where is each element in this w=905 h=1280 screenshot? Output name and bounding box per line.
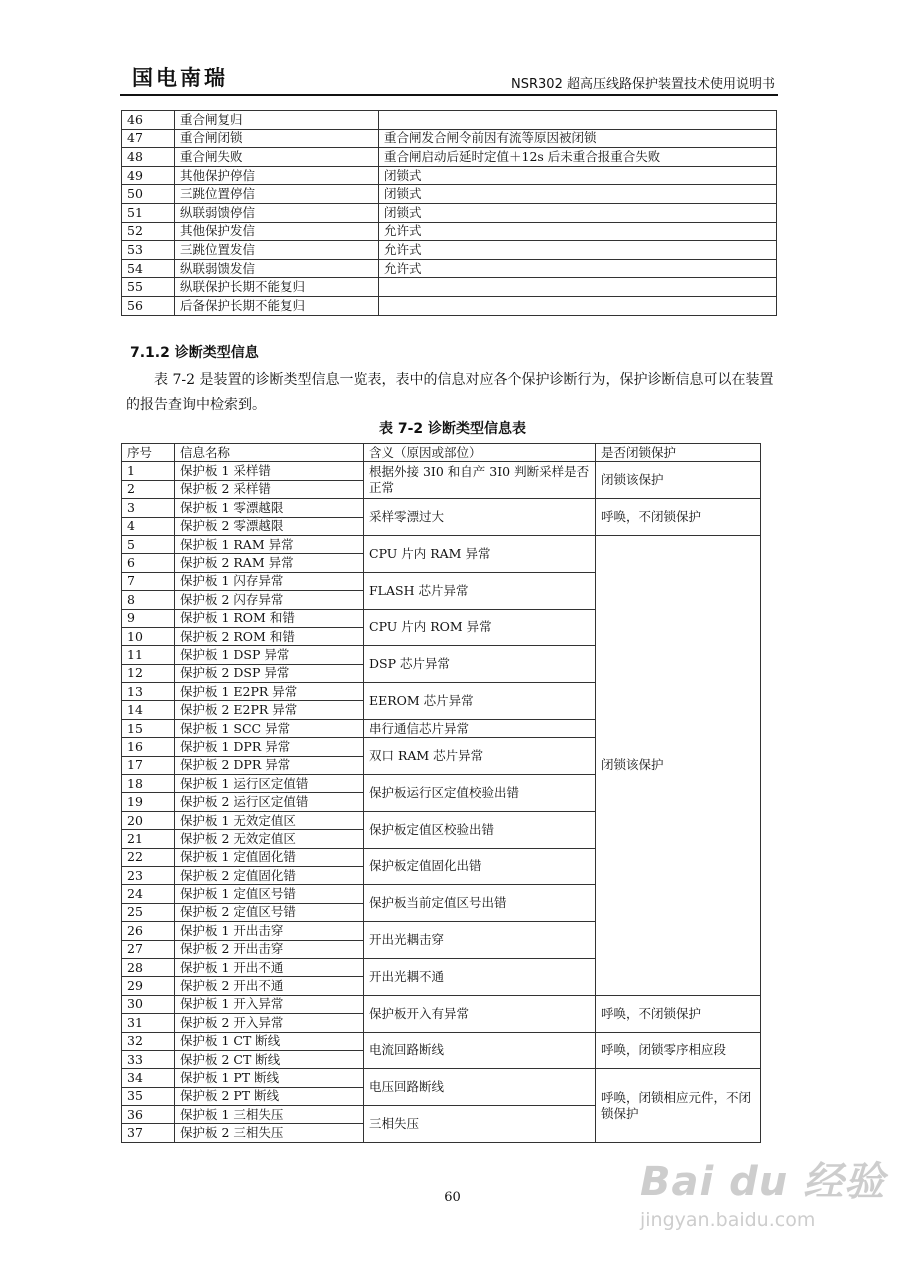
cell-meaning: CPU 片内 ROM 异常 [364, 609, 596, 646]
table-row [122, 222, 777, 241]
cell-meaning: 三相失压 [364, 1106, 596, 1143]
cell-name: 保护板 2 定值固化错 [175, 866, 364, 884]
cell-no: 56 [122, 296, 175, 315]
cell-no: 54 [122, 259, 175, 278]
table-row [122, 462, 761, 480]
table-row [122, 995, 761, 1013]
cell-name: 后备保护长期不能复归 [175, 296, 379, 315]
cell-meaning: 保护板运行区定值校验出错 [364, 775, 596, 812]
cell-no: 15 [122, 719, 175, 737]
cell-name: 三跳位置发信 [175, 241, 379, 260]
cell-no: 2 [122, 480, 175, 498]
cell-no: 3 [122, 499, 175, 517]
cell-name: 保护板 2 RAM 异常 [175, 554, 364, 572]
header-no: 序号 [122, 444, 175, 462]
cell-name: 保护板 2 三相失压 [175, 1124, 364, 1142]
cell-no: 11 [122, 646, 175, 664]
cell-meaning: 保护板定值区校验出错 [364, 811, 596, 848]
baidu-watermark [640, 1150, 885, 1231]
cell-meaning: 闭锁式 [379, 166, 777, 185]
cell-name: 保护板 1 开入异常 [175, 995, 364, 1013]
cell-name: 保护板 2 运行区定值错 [175, 793, 364, 811]
cell-name: 保护板 1 三相失压 [175, 1106, 364, 1124]
watermark-logo-text: Bai du 经验 [640, 1159, 886, 1205]
document-title: NSR302 超高压线路保护装置技术使用说明书 [511, 77, 775, 92]
table-row [122, 203, 777, 222]
cell-no: 48 [122, 148, 175, 167]
cell-name: 保护板 1 定值固化错 [175, 848, 364, 866]
cell-lock: 呼唤，不闭锁保护 [596, 499, 761, 536]
cell-name: 保护板 2 DSP 异常 [175, 664, 364, 682]
cell-no: 4 [122, 517, 175, 535]
table-caption: 表 7-2 诊断类型信息表 [378, 421, 527, 437]
header-divider [120, 94, 778, 96]
cell-lock: 闭锁该保护 [596, 462, 761, 499]
table-7-1-continued [121, 110, 777, 316]
cell-no: 47 [122, 129, 175, 148]
cell-no: 20 [122, 811, 175, 829]
cell-no: 8 [122, 591, 175, 609]
cell-name: 保护板 2 PT 断线 [175, 1087, 364, 1105]
cell-name: 纵联弱馈发信 [175, 259, 379, 278]
cell-no: 50 [122, 185, 175, 204]
cell-lock: 呼唤，闭锁相应元件，不闭锁保护 [596, 1069, 761, 1143]
company-logo: 国电南瑞 [132, 66, 228, 90]
cell-meaning: 保护板当前定值区号出错 [364, 885, 596, 922]
cell-no: 32 [122, 1032, 175, 1050]
cell-no: 9 [122, 609, 175, 627]
cell-name: 保护板 2 CT 断线 [175, 1050, 364, 1068]
cell-meaning: 开出光耦击穿 [364, 922, 596, 959]
cell-name: 保护板 2 开出不通 [175, 977, 364, 995]
cell-no: 21 [122, 830, 175, 848]
cell-no: 1 [122, 462, 175, 480]
cell-meaning: 电流回路断线 [364, 1032, 596, 1069]
cell-no: 35 [122, 1087, 175, 1105]
cell-name: 重合闸闭锁 [175, 129, 379, 148]
cell-name: 保护板 1 采样错 [175, 462, 364, 480]
cell-no: 37 [122, 1124, 175, 1142]
cell-name: 保护板 1 SCC 异常 [175, 719, 364, 737]
cell-name: 保护板 1 开出击穿 [175, 922, 364, 940]
cell-meaning: 电压回路断线 [364, 1069, 596, 1106]
cell-meaning [379, 111, 777, 130]
table-header-row [122, 444, 761, 462]
cell-no: 17 [122, 756, 175, 774]
table-row [122, 166, 777, 185]
cell-no: 10 [122, 627, 175, 645]
table-row [122, 185, 777, 204]
cell-name: 保护板 2 开入异常 [175, 1014, 364, 1032]
cell-name: 其他保护停信 [175, 166, 379, 185]
cell-name: 保护板 2 闪存异常 [175, 591, 364, 609]
cell-name: 保护板 1 PT 断线 [175, 1069, 364, 1087]
cell-name: 保护板 1 DPR 异常 [175, 738, 364, 756]
cell-name: 保护板 1 RAM 异常 [175, 535, 364, 553]
cell-name: 保护板 2 定值区号错 [175, 903, 364, 921]
cell-no: 23 [122, 866, 175, 884]
cell-no: 27 [122, 940, 175, 958]
cell-no: 14 [122, 701, 175, 719]
cell-no: 34 [122, 1069, 175, 1087]
cell-name: 保护板 1 运行区定值错 [175, 775, 364, 793]
cell-meaning: 根据外接 3I0 和自产 3I0 判断采样是否正常 [364, 462, 596, 499]
cell-no: 46 [122, 111, 175, 130]
cell-name: 保护板 1 闪存异常 [175, 572, 364, 590]
cell-no: 5 [122, 535, 175, 553]
cell-name: 保护板 1 开出不通 [175, 958, 364, 976]
table-row [122, 241, 777, 260]
cell-no: 7 [122, 572, 175, 590]
cell-no: 36 [122, 1106, 175, 1124]
cell-no: 31 [122, 1014, 175, 1032]
cell-lock: 呼唤，闭锁零序相应段 [596, 1032, 761, 1069]
header-meaning: 含义（原因或部位） [364, 444, 596, 462]
cell-meaning: 允许式 [379, 241, 777, 260]
cell-no: 51 [122, 203, 175, 222]
cell-no: 29 [122, 977, 175, 995]
cell-name: 保护板 2 开出击穿 [175, 940, 364, 958]
cell-name: 保护板 2 ROM 和错 [175, 627, 364, 645]
cell-meaning: 允许式 [379, 259, 777, 278]
cell-name: 保护板 1 DSP 异常 [175, 646, 364, 664]
cell-meaning: 保护板开入有异常 [364, 995, 596, 1032]
cell-name: 纵联弱馈停信 [175, 203, 379, 222]
cell-name: 纵联保护长期不能复归 [175, 278, 379, 297]
cell-no: 49 [122, 166, 175, 185]
cell-no: 19 [122, 793, 175, 811]
cell-no: 52 [122, 222, 175, 241]
cell-no: 22 [122, 848, 175, 866]
cell-meaning: 串行通信芯片异常 [364, 719, 596, 737]
section-paragraph: 表 7-2 是装置的诊断类型信息一览表，表中的信息对应各个保护诊断行为，保护诊断信息可以在装置的报告查询中检索到。 [126, 372, 774, 413]
cell-no: 25 [122, 903, 175, 921]
cell-meaning: 重合闸发合闸令前因有流等原因被闭锁 [379, 129, 777, 148]
cell-no: 13 [122, 683, 175, 701]
cell-no: 12 [122, 664, 175, 682]
section-heading: 7.1.2 诊断类型信息 [130, 345, 259, 361]
cell-name: 三跳位置停信 [175, 185, 379, 204]
cell-lock: 闭锁该保护 [596, 535, 761, 995]
cell-meaning: 双口 RAM 芯片异常 [364, 738, 596, 775]
cell-lock: 呼唤，不闭锁保护 [596, 995, 761, 1032]
cell-name: 重合闸复归 [175, 111, 379, 130]
cell-name: 其他保护发信 [175, 222, 379, 241]
cell-name: 保护板 2 采样错 [175, 480, 364, 498]
header-lock: 是否闭锁保护 [596, 444, 761, 462]
cell-name: 保护板 2 零漂越限 [175, 517, 364, 535]
cell-meaning [379, 296, 777, 315]
cell-name: 保护板 2 DPR 异常 [175, 756, 364, 774]
cell-meaning [379, 278, 777, 297]
cell-meaning: CPU 片内 RAM 异常 [364, 535, 596, 572]
table-row [122, 129, 777, 148]
table-row [122, 296, 777, 315]
cell-name: 保护板 1 ROM 和错 [175, 609, 364, 627]
cell-no: 53 [122, 241, 175, 260]
table-row [122, 1069, 761, 1087]
cell-no: 33 [122, 1050, 175, 1068]
cell-name: 保护板 1 CT 断线 [175, 1032, 364, 1050]
table-row [122, 259, 777, 278]
cell-meaning: 重合闸启动后延时定值＋12s 后未重合报重合失败 [379, 148, 777, 167]
cell-no: 26 [122, 922, 175, 940]
cell-meaning: 开出光耦不通 [364, 958, 596, 995]
cell-no: 30 [122, 995, 175, 1013]
cell-name: 保护板 1 定值区号错 [175, 885, 364, 903]
cell-no: 24 [122, 885, 175, 903]
cell-no: 18 [122, 775, 175, 793]
watermark-url: jingyan.baidu.com [640, 1209, 816, 1231]
cell-name: 重合闸失败 [175, 148, 379, 167]
cell-meaning: 闭锁式 [379, 203, 777, 222]
table-7-2 [121, 443, 761, 1143]
table-row [122, 148, 777, 167]
cell-meaning: 保护板定值固化出错 [364, 848, 596, 885]
table-row [122, 535, 761, 553]
cell-meaning: FLASH 芯片异常 [364, 572, 596, 609]
table-row [122, 111, 777, 130]
cell-name: 保护板 1 E2PR 异常 [175, 683, 364, 701]
cell-no: 28 [122, 958, 175, 976]
cell-no: 55 [122, 278, 175, 297]
cell-meaning: 允许式 [379, 222, 777, 241]
table-row [122, 1032, 761, 1050]
page-number: 60 [444, 1190, 461, 1205]
cell-no: 16 [122, 738, 175, 756]
cell-meaning: 采样零漂过大 [364, 499, 596, 536]
cell-meaning: 闭锁式 [379, 185, 777, 204]
table-row [122, 278, 777, 297]
cell-no: 6 [122, 554, 175, 572]
cell-meaning: EEROM 芯片异常 [364, 683, 596, 720]
table-row [122, 499, 761, 517]
cell-name: 保护板 1 零漂越限 [175, 499, 364, 517]
cell-name: 保护板 2 无效定值区 [175, 830, 364, 848]
cell-meaning: DSP 芯片异常 [364, 646, 596, 683]
header-name: 信息名称 [175, 444, 364, 462]
cell-name: 保护板 2 E2PR 异常 [175, 701, 364, 719]
cell-name: 保护板 1 无效定值区 [175, 811, 364, 829]
